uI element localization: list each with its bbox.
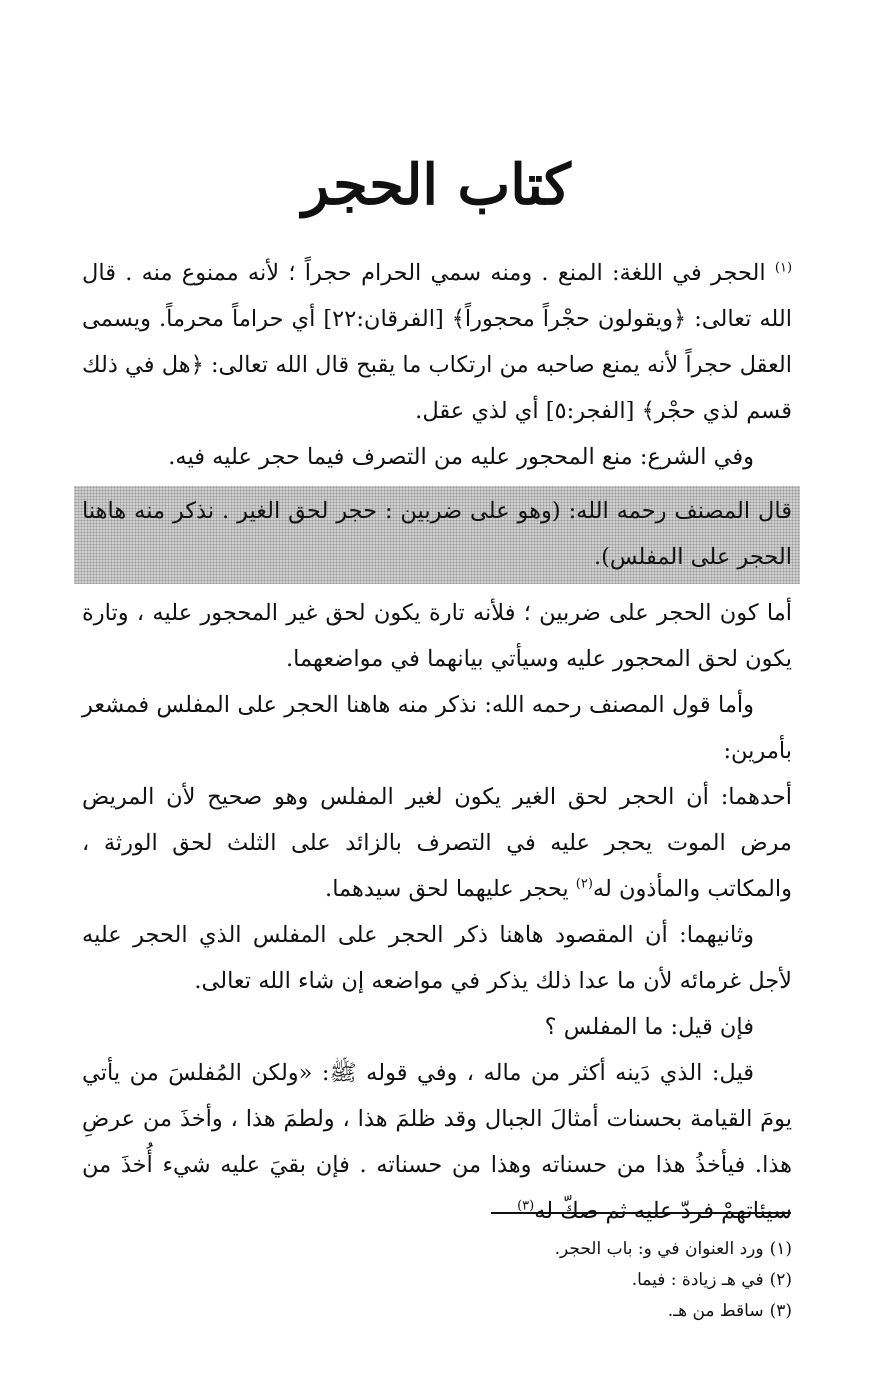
paragraph-text: أحدهما: أن الحجر لحق الغير يكون لغير المفلس وهو صحيح لأن المريض مرض الموت يحجر عليه في التصرف بالزائد على الثلث لحق الورثة ، والمكاتب والمأذون له	[82, 784, 792, 902]
paragraph-first-matter	[82, 774, 792, 912]
paragraph-text: قيل: الذي دَينه أكثر من ماله ، وفي قوله ﷺ: «ولكن المُفلسَ من يأتي يومَ القيامة بحسنات أمثالَ الجبال وقد ظلمَ هذا ، ولطمَ هذا ، وأخذَ من عرضِ هذا. فيأخذُ هذا من حسناته وهذا من حسناته . فإن بقيَ عليه شيء أُخذَ من سيئاتهمْ فردّ عليه ثم صكّ له	[82, 1060, 792, 1224]
paragraph-text: يحجر عليهما لحق سيدهما.	[325, 876, 576, 902]
footnote-1	[82, 1234, 792, 1265]
paragraph-author-statement: وأما قول المصنف رحمه الله: نذكر منه هاهنا الحجر على المفلس فمشعر بأمرين:	[82, 692, 792, 764]
footnote-text: ورد العنوان في و: باب الحجر.	[554, 1239, 764, 1259]
paragraph-two-types: أما كون الحجر على ضربين ؛ فلأنه تارة يكون لحق غير المحجور عليه ، وتارة يكون لحق المحجور عليه وسيأتي بيانهما في مواضعهما.	[82, 600, 792, 672]
footnote-3	[82, 1296, 792, 1327]
paragraph-definition-sharia: وفي الشرع: منع المحجور عليه من التصرف فيما حجر عليه فيه.	[168, 444, 754, 470]
footnote-divider	[491, 1212, 791, 1214]
chapter-title: كتاب الحجر	[302, 152, 571, 218]
footnote-number: (١)	[769, 1239, 792, 1259]
paragraph-second-matter: وثانيهما: أن المقصود هاهنا ذكر الحجر على المفلس الذي الحجر عليه لأجل غرمائه لأن ما عدا ذلك يذكر في مواضعه إن شاء الله تعالى.	[82, 922, 792, 994]
paragraph-question: فإن قيل: ما المفلس ؟	[544, 1014, 754, 1040]
footnote-marker: (٢)	[575, 876, 593, 892]
paragraph-answer-hadith	[82, 1050, 792, 1234]
footnotes	[82, 1234, 792, 1327]
main-text	[82, 250, 792, 1234]
footnote-marker: (٣)	[517, 1198, 535, 1214]
paragraph-definition-language	[82, 250, 792, 434]
author-quote-block: قال المصنف رحمه الله: (وهو على ضربين : حجر لحق الغير . نذكر منه هاهنا الحجر على المفلس).	[74, 486, 800, 584]
footnote-marker: (١)	[774, 260, 793, 276]
footnote-text: في هـ زيادة : فيما.	[631, 1270, 764, 1290]
footnote-text: ساقط من هـ.	[667, 1301, 764, 1321]
footnote-number: (٢)	[769, 1270, 792, 1290]
paragraph-text: الحجر في اللغة: المنع . ومنه سمي الحرام حجراً ؛ لأنه ممنوع منه . قال الله تعالى: ﴿ويقولون حجْراً محجوراً﴾ [الفرقان:٢٢] أي حراماً محرماً. ويسمى العقل حجراً لأنه يمنع صاحبه من ارتكاب ما يقبح قال الله تعالى: ﴿هل في ذلك قسم لذي حجْر﴾ [الفجر:٥] أي لذي عقل.	[82, 260, 792, 424]
footnote-2	[82, 1265, 792, 1296]
footnote-number: (٣)	[769, 1301, 792, 1321]
